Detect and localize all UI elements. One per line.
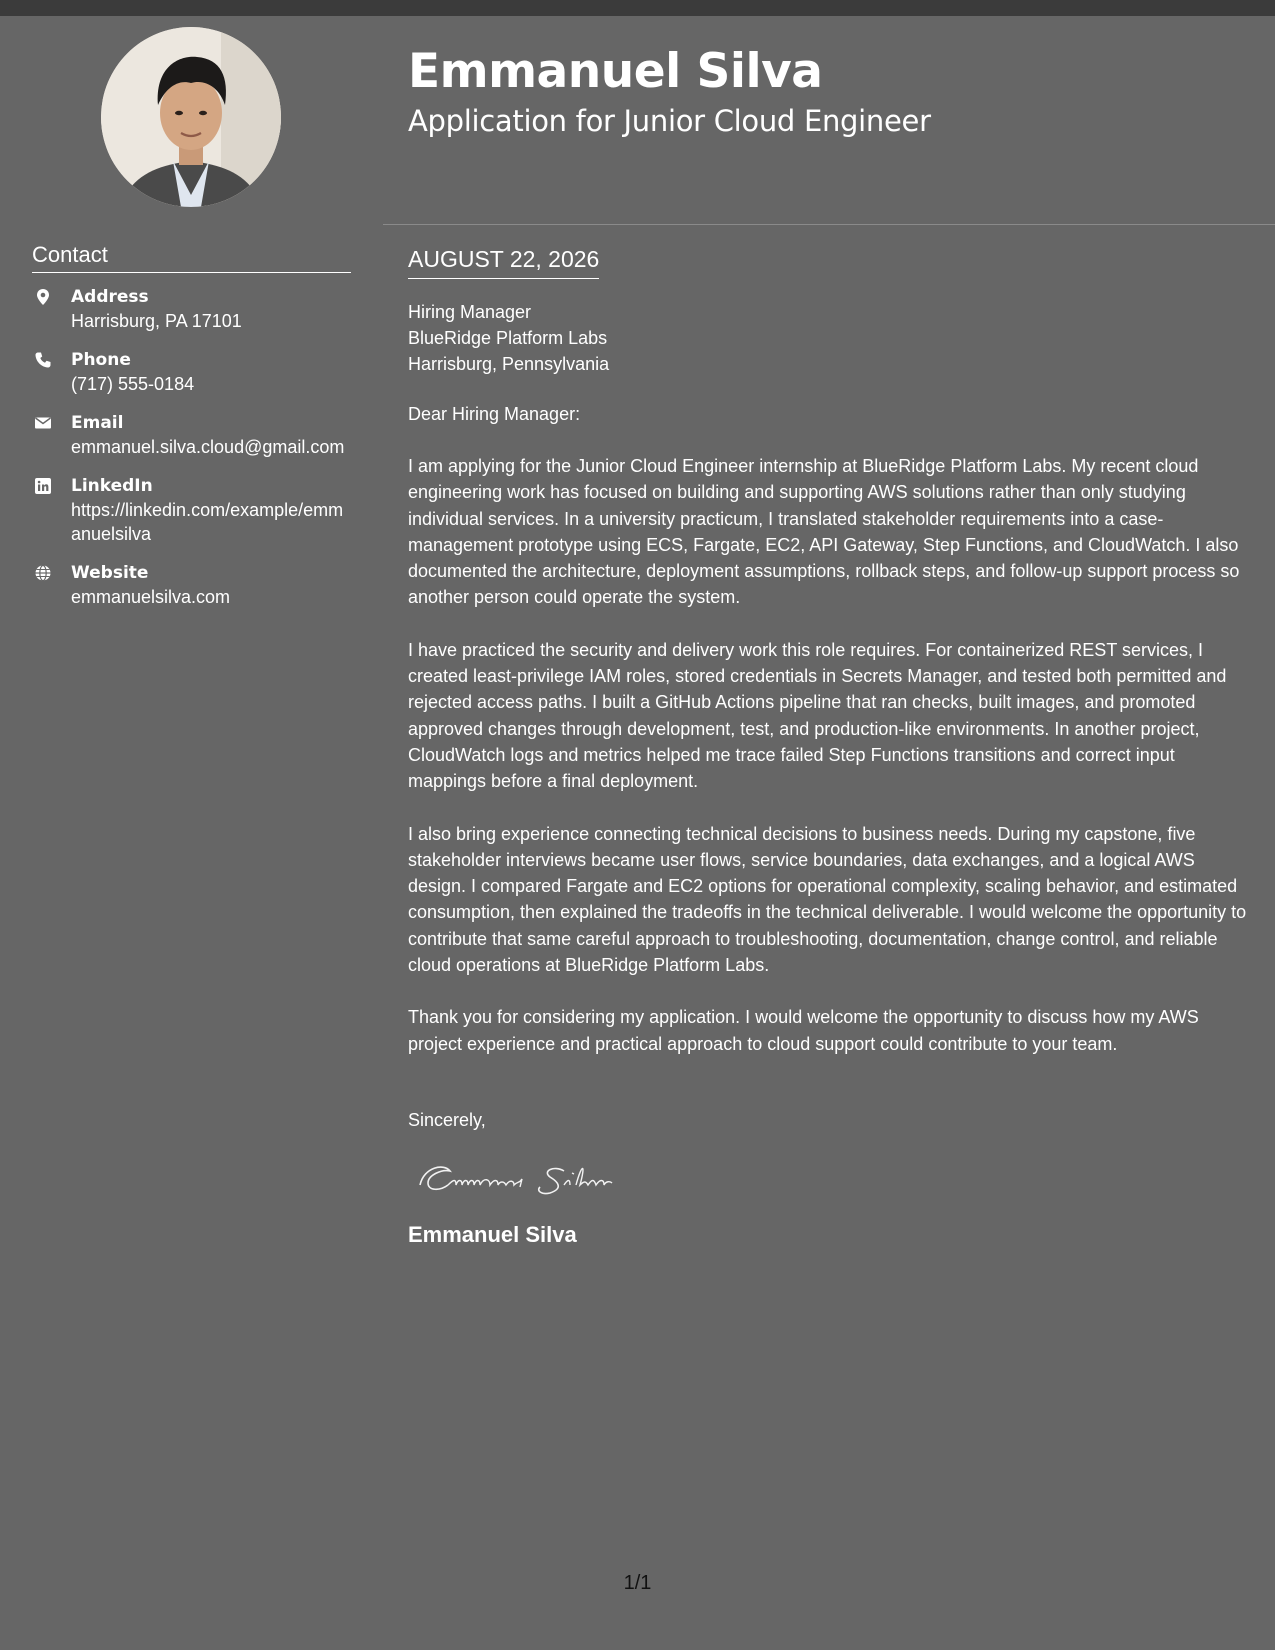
contact-sidebar — [32, 240, 351, 624]
signer-name: Emmanuel Silva — [408, 1221, 577, 1247]
letter-body — [408, 244, 1248, 1249]
contact-item-address — [32, 285, 351, 333]
application-subtitle: Application for Junior Cloud Engineer — [408, 104, 931, 138]
linkedin-value[interactable]: https://linkedin.com/example/emmanuelsilva — [71, 500, 344, 544]
letter-date: AUGUST 22, 2026 — [408, 244, 599, 279]
letter-paragraph: Thank you for considering my application. I would welcome the opportunity to discuss how my AWS project experience and practical approach to cloud support could contribute to your team. — [408, 1007, 1199, 1054]
profile-photo — [101, 27, 281, 207]
contact-item-website — [32, 561, 351, 609]
applicant-name: Emmanuel Silva — [408, 44, 823, 99]
contact-label: LinkedIn — [71, 476, 153, 496]
recipient-line: Hiring Manager — [408, 302, 532, 322]
handwritten-signature — [414, 1153, 1248, 1203]
address-value: Harrisburg, PA 17101 — [71, 311, 242, 331]
email-value[interactable]: emmanuel.silva.cloud@gmail.com — [71, 437, 345, 457]
avatar — [101, 27, 281, 207]
closing: Sincerely, — [408, 1109, 486, 1130]
globe-icon — [34, 564, 52, 582]
envelope-icon — [34, 414, 52, 432]
header-divider — [383, 224, 1275, 225]
recipient-line: BlueRidge Platform Labs — [408, 328, 608, 348]
recipient-block — [408, 299, 1248, 377]
phone-icon — [34, 351, 52, 369]
salutation: Dear Hiring Manager: — [408, 404, 581, 424]
location-pin-icon — [34, 288, 52, 306]
contact-label: Address — [71, 287, 149, 307]
website-value[interactable]: emmanuelsilva.com — [71, 587, 231, 607]
contact-item-email — [32, 411, 351, 459]
page-number: 1/1 — [623, 1572, 652, 1594]
contact-list — [32, 285, 351, 609]
contact-item-phone — [32, 348, 351, 396]
contact-heading: Contact — [32, 240, 351, 273]
letter-paragraph: I am applying for the Junior Cloud Engineer internship at BlueRidge Platform Labs. My recent cloud engineering work has focused on building and supporting AWS solutions rather than only studying individual services. In a university practicum, I translated stakeholder requirements into a case-management prototype using ECS, Fargate, EC2, API Gateway, Step Functions, and CloudWatch. I also documented the architecture, deployment assumptions, rollback steps, and follow-up support process so another person could operate the system. — [408, 456, 1240, 608]
top-bar — [0, 0, 1275, 16]
linkedin-icon — [34, 477, 52, 495]
contact-item-linkedin — [32, 474, 351, 546]
contact-label: Phone — [71, 350, 131, 370]
letter-paragraph: I have practiced the security and delivery work this role requires. For containerized REST services, I created least-privilege IAM roles, stored credentials in Secrets Manager, and tested both permitted and rejected access paths. I built a GitHub Actions pipeline that ran checks, built images, and promoted approved changes through development, test, and production-like environments. In another project, CloudWatch logs and metrics helped me trace failed Step Functions transitions and correct input mappings before a final deployment. — [408, 639, 1227, 792]
recipient-line: Harrisburg, Pennsylvania — [408, 354, 610, 374]
letter-paragraph: I also bring experience connecting technical decisions to business needs. During my capstone, five stakeholder interviews became user flows, service boundaries, data exchanges, and a logical AWS design. I compared Fargate and EC2 options for operational complexity, scaling behavior, and estimated consumption, then explained the tradeoffs in the technical deliverable. I would welcome the opportunity to contribute that same careful approach to troubleshooting, documentation, change control, and reliable cloud operations at BlueRidge Platform Labs. — [408, 823, 1247, 976]
contact-label: Website — [71, 563, 149, 583]
phone-value: (717) 555-0184 — [71, 374, 195, 394]
contact-label: Email — [71, 413, 124, 433]
